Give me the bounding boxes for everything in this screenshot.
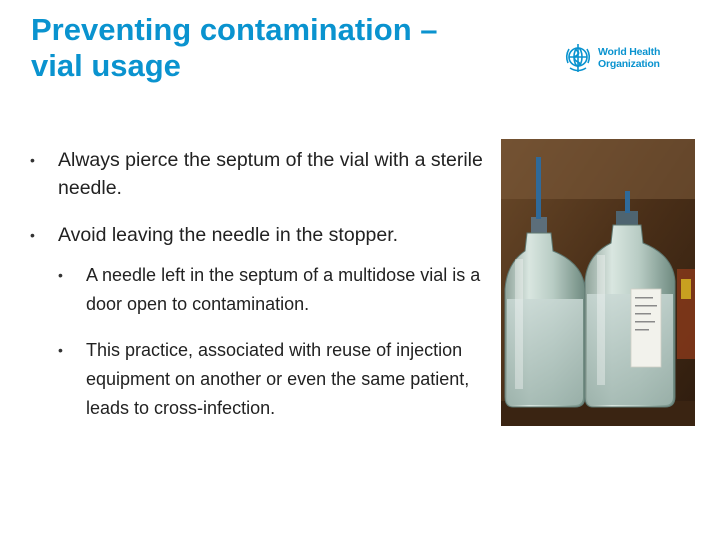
sub-bullet-marker: • bbox=[58, 267, 63, 283]
sub-bullet-item bbox=[58, 261, 498, 319]
who-logo-line-2: Organization bbox=[598, 58, 660, 70]
bullet-item bbox=[30, 146, 500, 202]
slide-title-line-1: Preventing contamination – bbox=[31, 12, 438, 47]
who-logo bbox=[562, 40, 672, 76]
slide-title bbox=[31, 12, 501, 84]
bullet-marker: • bbox=[30, 152, 35, 168]
sub-bullet-text: This practice, associated with reuse of injection equipment on another or even the same patient, leads to cross-infection. bbox=[86, 340, 470, 418]
who-emblem-icon bbox=[562, 42, 594, 74]
bullet-list bbox=[30, 146, 500, 440]
slide-title-line-2: vial usage bbox=[31, 48, 181, 83]
bullet-marker: • bbox=[30, 227, 35, 243]
bullet-text: Avoid leaving the needle in the stopper. bbox=[58, 224, 399, 246]
who-logo-text bbox=[598, 46, 660, 70]
sub-bullet-text: A needle left in the septum of a multidose vial is a door open to contamination. bbox=[86, 265, 481, 314]
bullet-text: Always pierce the septum of the vial with a sterile needle. bbox=[58, 149, 483, 199]
who-logo-line-1: World Health bbox=[598, 46, 661, 58]
sub-bullet-marker: • bbox=[58, 342, 63, 358]
vials-photo bbox=[501, 139, 695, 426]
sub-bullet-item bbox=[58, 336, 498, 423]
vials-illustration bbox=[501, 139, 695, 426]
bullet-item bbox=[30, 221, 500, 249]
